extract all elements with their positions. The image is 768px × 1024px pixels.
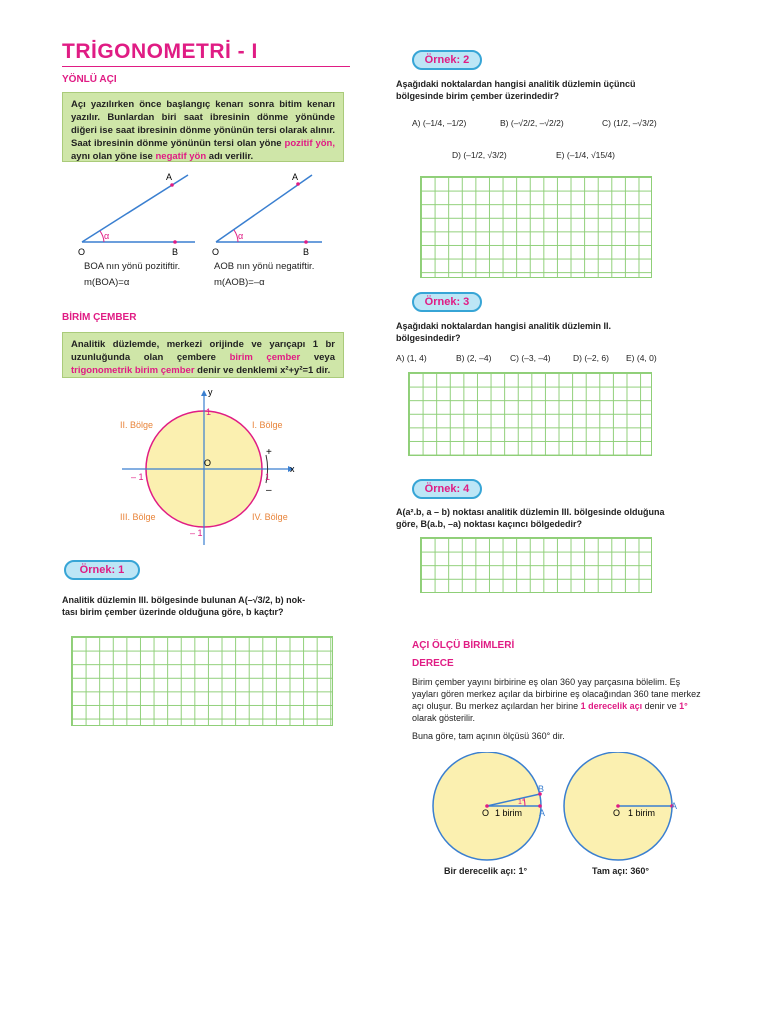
answer-grid-4[interactable]: [420, 537, 652, 593]
point-b-right: [304, 240, 308, 244]
point-b-left: [173, 240, 177, 244]
label-a-left: A: [166, 172, 173, 182]
label-o-fig2: O: [613, 808, 621, 818]
label-b-left: B: [172, 247, 179, 257]
label-unit-fig2: 1 birim: [628, 808, 656, 818]
label-a-fig1: A: [539, 808, 546, 818]
label-region-1: I. Bölge: [252, 420, 283, 430]
label-o-fig1: O: [482, 808, 490, 818]
label-x: x: [290, 464, 295, 474]
section-heading-yonlu-aci: YÖNLÜ AÇI: [62, 74, 117, 85]
positive-term: pozitif yön,: [284, 138, 335, 149]
subheading-derece: DERECE: [412, 658, 454, 669]
label-region-3: III. Bölge: [120, 512, 156, 522]
term-1-degree: 1°: [679, 701, 688, 711]
term-birim-cember: birim çember: [229, 352, 301, 363]
label-plus: +: [266, 447, 272, 458]
tam-aci-text: Buna göre, tam açının ölçüsü 360° dir.: [412, 731, 565, 741]
definition-text: veya: [300, 352, 335, 363]
degree-figures: [428, 752, 698, 862]
label-minus-one-left: – 1: [131, 472, 144, 482]
label-o-right: O: [212, 247, 220, 257]
label-minus: –: [266, 485, 272, 496]
choice-2b[interactable]: B) (–√2/2, –√2/2): [500, 118, 564, 128]
term-trigonometrik: trigonometrik birim çember: [71, 365, 195, 376]
paragraph-text: denir ve: [642, 701, 680, 711]
label-y: y: [208, 387, 213, 397]
choice-2e[interactable]: E) (–1/4, √15/4): [556, 150, 615, 160]
label-a-fig2: A: [671, 801, 678, 811]
caption-right-2: m(AOB)=–α: [214, 277, 265, 288]
label-b-fig1: B: [538, 784, 545, 794]
paragraph-text: olarak gösterilir.: [412, 713, 476, 723]
caption-left-1: BOA nın yönü pozitiftir.: [84, 261, 181, 272]
choice-3e[interactable]: E) (4, 0): [626, 353, 657, 363]
derece-paragraph: [412, 676, 702, 724]
choice-3c[interactable]: C) (–3, –4): [510, 353, 551, 363]
label-one-right: 1: [265, 472, 271, 482]
definition-box-yonlu-aci: [62, 92, 344, 162]
label-one-top: 1: [206, 407, 212, 417]
label-alpha-left: α: [104, 231, 110, 241]
point-a-left: [170, 183, 174, 187]
choice-3d[interactable]: D) (–2, 6): [573, 353, 609, 363]
label-unit-fig1: 1 birim: [495, 808, 523, 818]
label-o-left: O: [78, 247, 86, 257]
term-1-derecelik-aci: 1 derecelik açı: [580, 701, 643, 711]
definition-text: adı verilir.: [206, 151, 254, 162]
y-axis-arrow: [201, 390, 207, 396]
example-4-badge: Örnek: 4: [412, 479, 482, 499]
definition-text: denir ve denklemi x²+y²=1 dir.: [194, 365, 331, 376]
caption-one-degree: Bir derecelik açı: 1°: [444, 866, 528, 876]
example-3-question: Aşağıdaki noktalardan hangisi analitik düzlemin II. bölgesindedir?: [396, 321, 612, 343]
definition-box-birim-cember: [62, 332, 344, 378]
example-1-badge: Örnek: 1: [64, 560, 140, 580]
example-3-badge: Örnek: 3: [412, 292, 482, 312]
definition-text: Açı yazılırken önce başlangıç kenarı sonra bitim kenarı yazılır. Bunlardan biri saat ibresinin dönme yönünde diğeri ise saat ibresinin dönme yönünün tersi olarak alınır. Saat ibresinin dönme yönünün tersi olan yöne: [71, 99, 335, 149]
directed-angle-figures: [70, 170, 350, 260]
question-text: tası birim çember üzerinde olduğuna göre, b kaçtır?: [62, 607, 284, 617]
answer-grid-1[interactable]: [71, 636, 333, 726]
label-origin: O: [204, 458, 212, 468]
point-a-right: [296, 182, 300, 186]
definition-text: Analitik düzlemde, merkezi orijinde ve yarıçapı 1 br uzunluğunda olan çembere: [71, 339, 335, 363]
choice-2c[interactable]: C) (1/2, –√3/2): [602, 118, 657, 128]
answer-grid-2[interactable]: [420, 176, 652, 278]
negative-term: negatif yön: [155, 151, 207, 162]
label-region-2: II. Bölge: [120, 420, 154, 430]
page-title: TRİGONOMETRİ - I: [62, 40, 258, 63]
definition-text: aynı olan yöne ise: [71, 151, 156, 162]
choice-3a[interactable]: A) (1, 4): [396, 353, 427, 363]
choice-2a[interactable]: A) (–1/4, –1/2): [412, 118, 467, 128]
caption-right-1: AOB nın yönü negatiftir.: [214, 261, 315, 272]
question-text: nok-: [283, 595, 306, 605]
example-4-question: A(a².b, a – b) noktası analitik düzlemin III. bölgesinde olduğuna göre, B(a.b, –a) noktası kaçıncı bölgededir?: [396, 507, 665, 529]
example-2-badge: Örnek: 2: [412, 50, 482, 70]
paragraph-text: Birim çember yayını birbirine eş olan 360 yay parçasına bölelim. Eş yayları gören merkez açılar da birbirine eş olacağından 360 tane merkez açı oluşur. Bu merkez açılardan her birine: [412, 677, 701, 711]
section-heading-aci-olcu: AÇI ÖLÇÜ BİRİMLERİ: [412, 640, 515, 651]
caption-left-2: m(BOA)=α: [84, 277, 130, 288]
point-coordinates: (–√3/2, b): [244, 595, 284, 605]
label-minus-one-bottom: – 1: [190, 528, 203, 538]
label-alpha-right: α: [238, 231, 244, 241]
answer-grid-3[interactable]: [408, 372, 652, 456]
question-text: Analitik düzlemin III. bölgesinde bulunan A: [62, 595, 245, 605]
label-degree-fig1: 1°: [518, 799, 525, 806]
label-a-right: A: [292, 172, 299, 182]
label-region-4: IV. Bölge: [252, 512, 288, 522]
section-heading-birim-cember: BİRİM ÇEMBER: [62, 312, 137, 323]
example-2-question: Aşağıdaki noktalardan hangisi analitik düzlemin üçüncü bölgesinde birim çember üzerindedir?: [396, 79, 636, 101]
choice-3b[interactable]: B) (2, –4): [456, 353, 492, 363]
caption-full-angle: Tam açı: 360°: [592, 866, 649, 876]
choice-2d[interactable]: D) (–1/2, √3/2): [452, 150, 507, 160]
label-b-right: B: [303, 247, 310, 257]
title-rule: [62, 66, 350, 67]
example-1-question: [62, 594, 352, 618]
